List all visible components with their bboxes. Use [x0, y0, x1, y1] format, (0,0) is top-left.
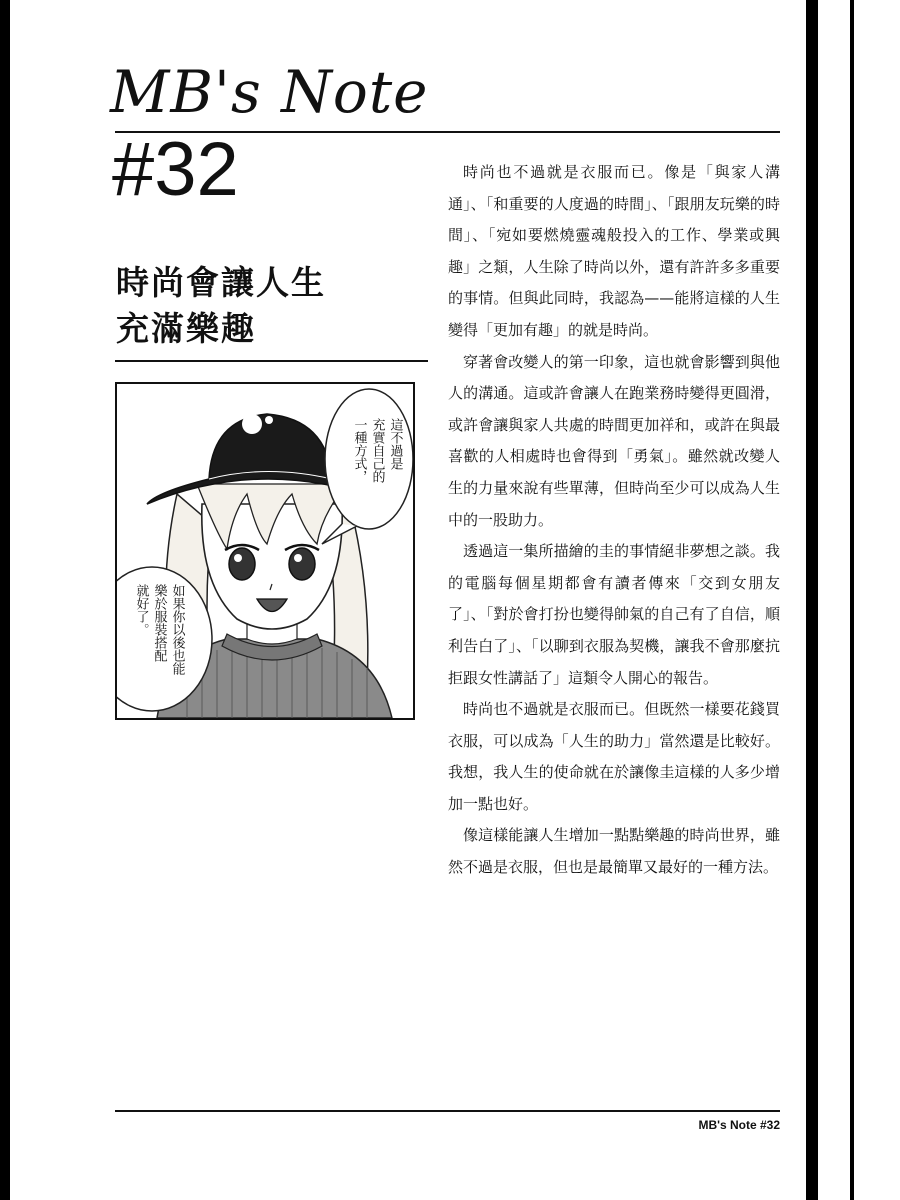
- footer-divider: [115, 1110, 780, 1112]
- footer-label: MB's Note #32: [698, 1118, 780, 1132]
- issue-number: #32: [112, 127, 239, 212]
- headline-divider: [115, 360, 428, 362]
- headline-line-1: 時尚會讓人生: [116, 263, 326, 302]
- page-edge-right: [806, 0, 818, 1200]
- paragraph-5: 像這樣能讓人生增加一點點樂趣的時尚世界，雖然不過是衣服，但也是最簡單又最好的一種方法。: [448, 826, 780, 877]
- paragraph-1: 時尚也不過就是衣服而已。像是「與家人溝通」、「和重要的人度過的時間」、「跟朋友玩樂的時間」、「宛如要燃燒靈魂般投入的工作、學業或興趣」之類，人生除了時尚以外，還有許許多多重要的事情。但與此同時，我認為——能將這樣的人生變得「更加有趣」的就是時尚。: [448, 163, 780, 339]
- paragraph-2: 穿著會改變人的第一印象，這也就會影響到與他人的溝通。這或許會讓人在跑業務時變得更圓滑，或許會讓與家人共處的時間更加祥和，或許在與最喜歡的人相處時也會得到「勇氣」。雖然就改變人生的力量來說有些單薄，但時尚至少可以成為人生中的一股助力。: [448, 352, 780, 529]
- headline: [116, 260, 326, 352]
- balloon-top-col-3: 一種方式，: [351, 418, 367, 483]
- balloon-top-col-2: 充實自己的: [369, 418, 385, 483]
- manga-panel: [115, 382, 415, 720]
- paragraph-3: 透過這一集所描繪的圭的事情絕非夢想之談。我的電腦每個星期都會有讀者傳來「交到女朋友了」、「對於會打扮也變得帥氣的自己有了自信，順利告白了」、「以聊到衣服為契機，讓我不會那麼抗拒跟女性講話了」這類令人開心的報告。: [448, 542, 780, 687]
- balloon-left-col-1: 如果你以後也能: [169, 584, 185, 675]
- balloon-left-col-3: 就好了。: [133, 584, 149, 636]
- manga-illustration: [117, 384, 413, 718]
- essay-body: [448, 157, 780, 884]
- series-title: MB's Note: [110, 58, 429, 126]
- paragraph-4: 時尚也不過就是衣服而已。但既然一樣要花錢買衣服，可以成為「人生的助力」當然還是比較好。我想，我人生的使命就在於讓像圭這樣的人多少增加一點也好。: [448, 700, 780, 813]
- balloon-left-col-2: 樂於服裝搭配: [151, 584, 167, 662]
- page-edge-left: [0, 0, 10, 1200]
- page-edge-right-outer: [850, 0, 854, 1200]
- headline-line-2: 充滿樂趣: [116, 309, 256, 348]
- balloon-top-col-1: 這不過是: [387, 418, 403, 470]
